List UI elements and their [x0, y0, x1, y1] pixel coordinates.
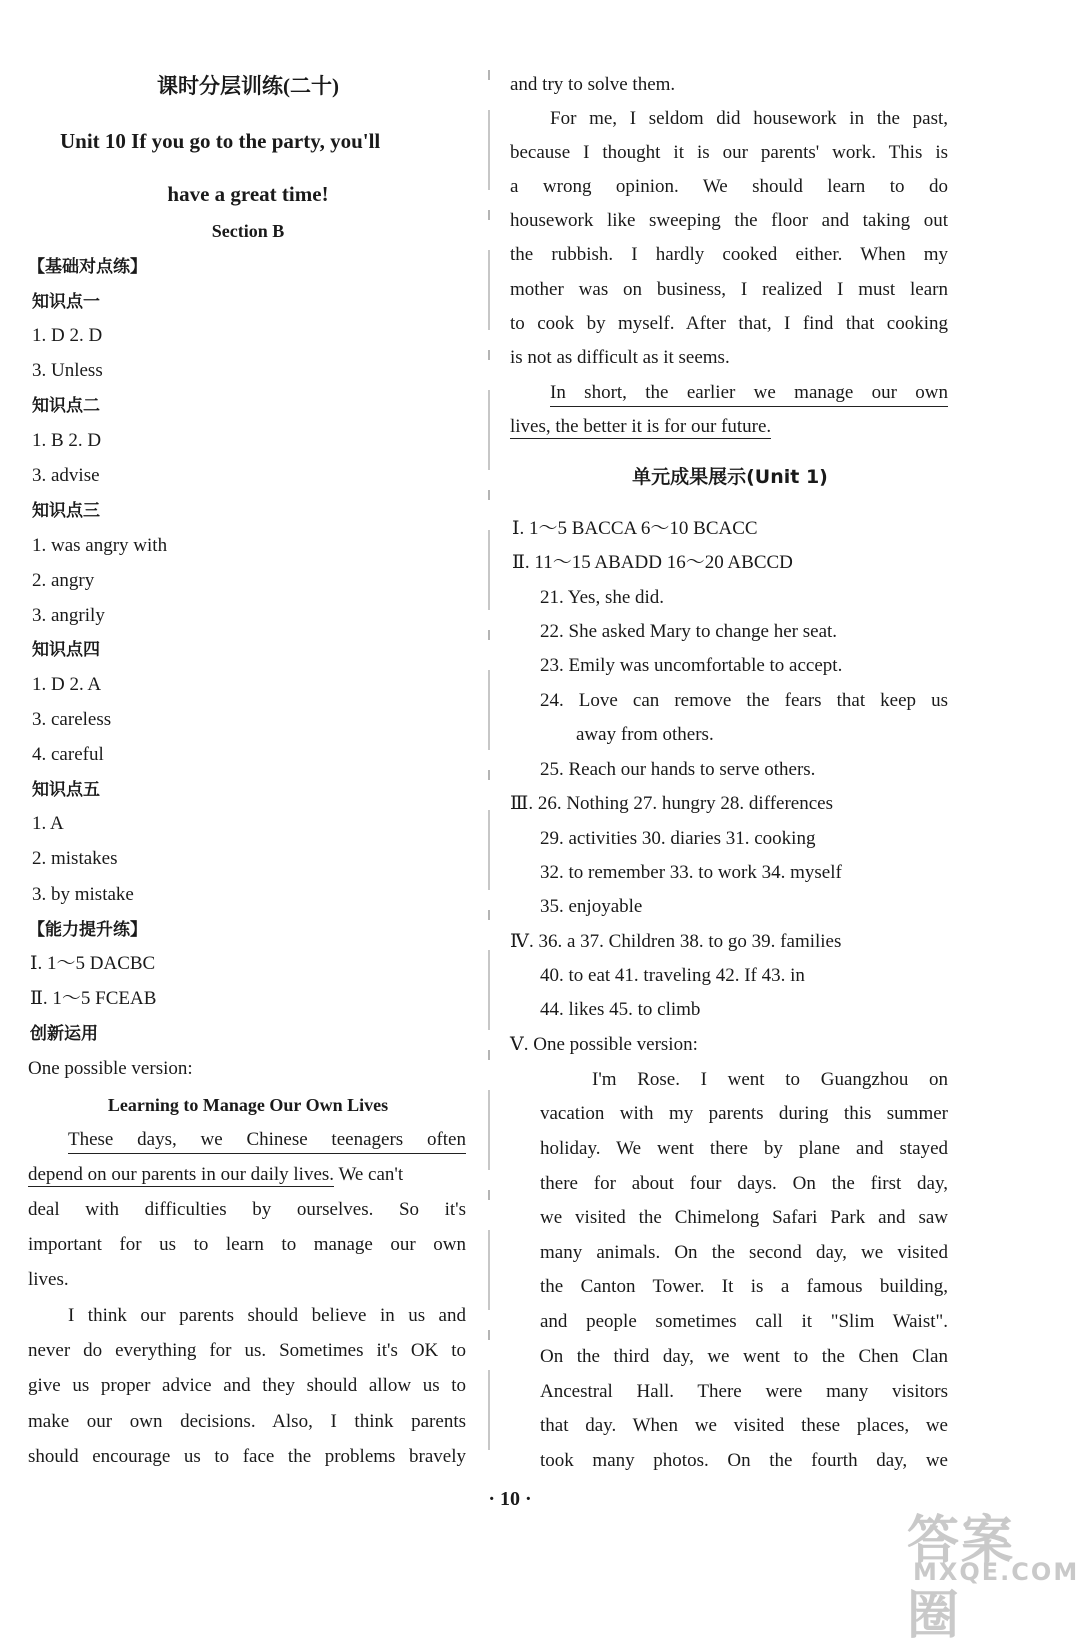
unit-title-cont: have a great time!: [167, 182, 329, 206]
essay-line: many animals. On the second day, we visited: [540, 1242, 948, 1263]
essay-line: lives, the better it is for our future.: [510, 416, 772, 437]
essay-line: make our own decisions. Also, I think parents: [28, 1411, 466, 1432]
answer-line: 3. angrily: [32, 605, 105, 626]
answer-line: away from others.: [576, 724, 714, 745]
section-title: Section B: [211, 221, 285, 241]
answer-line: 3. by mistake: [32, 884, 134, 905]
unit-results-title: 单元成果展示(Unit 1): [632, 466, 828, 488]
answer-line: 3. Unless: [32, 360, 103, 381]
answer-line: 1. A: [32, 813, 64, 834]
answer-line: 44. likes 45. to climb: [540, 999, 701, 1020]
essay-line: I think our parents should believe in us and: [68, 1305, 466, 1326]
answer-line: Ⅴ. One possible version:: [510, 1034, 698, 1055]
essay-line: we visited the Chimelong Safari Park and saw: [540, 1207, 948, 1228]
essay-line: there for about four days. On the first day,: [540, 1173, 948, 1194]
answer-line: Ⅰ. 1～5 BACCA 6～10 BCACC: [512, 518, 758, 539]
essay-line: and people sometimes call it "Slim Waist".: [540, 1311, 948, 1332]
watermark-text: 答案圈: [907, 1511, 1016, 1646]
category-innovation: 创新运用: [30, 1024, 98, 1044]
knowledge-point-5: 知识点五: [32, 780, 100, 800]
essay-line: a wrong opinion. We should learn to do: [510, 176, 948, 197]
essay-line: the rubbish. I hardly cooked either. When my: [510, 244, 948, 265]
answer-line: 1. B 2. D: [32, 430, 102, 451]
essay-line: to cook by myself. After that, I find that cooking: [510, 313, 948, 334]
knowledge-point-4: 知识点四: [32, 640, 100, 660]
answer-line: Ⅱ. 11～15 ABADD 16～20 ABCCD: [512, 552, 793, 573]
essay-line: took many photos. On the fourth day, we: [540, 1450, 948, 1471]
answer-line: 1. was angry with: [32, 535, 168, 556]
essay-line: holiday. We went there by plane and stayed: [540, 1138, 948, 1159]
answer-line: 23. Emily was uncomfortable to accept.: [540, 655, 843, 676]
essay-line: mother was on business, I realized I must learn: [510, 279, 948, 300]
answer-line: 1. D 2. A: [32, 674, 102, 695]
answer-line: Ⅲ. 26. Nothing 27. hungry 28. differences: [510, 793, 833, 814]
category-advanced: 【能力提升练】: [28, 920, 147, 940]
essay-line: and try to solve them.: [510, 74, 676, 95]
knowledge-point-1: 知识点一: [32, 292, 100, 312]
essay-line: should encourage us to face the problems bravely: [28, 1446, 466, 1467]
essay-line: In short, the earlier we manage our own: [550, 381, 948, 407]
answer-line: 22. She asked Mary to change her seat.: [540, 621, 838, 642]
answer-line: 29. activities 30. diaries 31. cooking: [540, 828, 816, 849]
answer-line: 24. Love can remove the fears that keep us: [540, 690, 948, 711]
essay-line: that day. When we visited these places, we: [540, 1415, 948, 1436]
answer-line: Ⅰ. 1～5 DACBC: [30, 953, 156, 974]
essay-line: because I thought it is our parents' work. This is: [510, 142, 948, 163]
essay-line: These days, we Chinese teenagers often: [68, 1128, 466, 1154]
answer-line: 2. angry: [32, 570, 95, 591]
essay-line: deal with difficulties by ourselves. So it's: [28, 1199, 466, 1220]
answer-line: 32. to remember 33. to work 34. myself: [540, 862, 842, 883]
watermark-url: MXQE.COM: [913, 1558, 1080, 1586]
essay-line: housework like sweeping the floor and taking out: [510, 210, 948, 231]
essay-line: depend on our parents in our daily lives. We can't: [28, 1164, 404, 1185]
answer-line: 1. D 2. D: [32, 325, 103, 346]
essay-line: On the third day, we went to the Chen Clan: [540, 1346, 948, 1367]
essay-line: is not as difficult as it seems.: [510, 347, 730, 368]
essay-line: the Canton Tower. It is a famous building,: [540, 1276, 948, 1297]
knowledge-point-2: 知识点二: [32, 396, 100, 416]
essay-line: never do everything for us. Sometimes it's OK to: [28, 1340, 466, 1361]
knowledge-point-3: 知识点三: [32, 501, 100, 521]
answer-line: 40. to eat 41. traveling 42. If 43. in: [540, 965, 805, 986]
essay-line: Ancestral Hall. There were many visitors: [540, 1381, 948, 1402]
unit-title: Unit 10 If you go to the party, you'll: [60, 129, 381, 153]
lesson-title: 课时分层训练(二十): [157, 74, 339, 98]
essay-line: vacation with my parents during this summer: [540, 1103, 948, 1124]
answer-line: Ⅱ. 1～5 FCEAB: [30, 988, 157, 1009]
essay-title: Learning to Manage Our Own Lives: [107, 1095, 389, 1115]
answer-line: Ⅳ. 36. a 37. Children 38. to go 39. families: [510, 931, 842, 952]
page-number: · 10 ·: [488, 1488, 532, 1510]
answer-line: 4. careful: [32, 744, 104, 765]
answer-line: 25. Reach our hands to serve others.: [540, 759, 816, 780]
essay-line: For me, I seldom did housework in the past,: [550, 108, 948, 129]
column-divider: [488, 70, 490, 1470]
essay-line: important for us to learn to manage our own: [28, 1234, 466, 1255]
essay-line: give us proper advice and they should allow us to: [28, 1375, 466, 1396]
watermark-logo: [901, 1494, 1080, 1646]
answer-line: 3. advise: [32, 465, 100, 486]
essay-line: I'm Rose. I went to Guangzhou on: [592, 1069, 948, 1090]
answer-line: 3. careless: [32, 709, 112, 730]
essay-line: lives.: [28, 1269, 69, 1290]
possible-version-label: One possible version:: [28, 1058, 193, 1079]
answer-line: 2. mistakes: [32, 848, 118, 869]
answer-line: 35. enjoyable: [540, 896, 643, 917]
answer-line: 21. Yes, she did.: [540, 587, 665, 608]
category-basic: 【基础对点练】: [28, 257, 147, 277]
